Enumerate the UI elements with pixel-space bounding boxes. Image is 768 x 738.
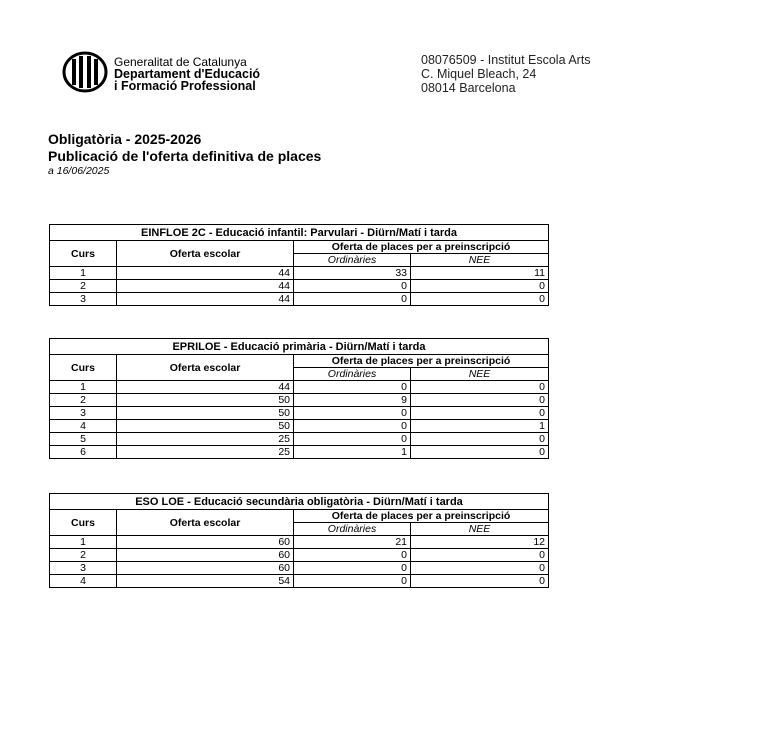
cell-nee: 0 [411, 446, 549, 459]
cell-ord: 0 [294, 562, 411, 575]
cell-ord: 0 [294, 280, 411, 293]
cell-curs: 4 [50, 575, 117, 588]
cell-curs: 6 [50, 446, 117, 459]
cell-ord: 0 [294, 420, 411, 433]
cell-curs: 5 [50, 433, 117, 446]
col-oferta: Oferta escolar [117, 241, 294, 267]
cell-curs: 4 [50, 420, 117, 433]
col-curs: Curs [50, 510, 117, 536]
cell-oferta: 25 [117, 433, 294, 446]
cell-curs: 2 [50, 394, 117, 407]
cell-curs: 1 [50, 267, 117, 280]
cell-ord: 0 [294, 575, 411, 588]
col-curs: Curs [50, 241, 117, 267]
table-row [50, 536, 549, 549]
col-nee: NEE [411, 254, 549, 267]
cell-ord: 33 [294, 267, 411, 280]
cell-ord: 0 [294, 293, 411, 306]
col-ordinaries: Ordinàries [294, 254, 411, 267]
cell-nee: 0 [411, 549, 549, 562]
table-title: ESO LOE - Educació secundària obligatòria - Diürn/Matí i tarda [50, 494, 549, 510]
doc-title: Obligatòria - 2025-2026 [48, 131, 202, 147]
cell-oferta: 54 [117, 575, 294, 588]
offer-table-primaria [49, 338, 549, 459]
cell-nee: 0 [411, 562, 549, 575]
cell-oferta: 44 [117, 293, 294, 306]
doc-subtitle: Publicació de l'oferta definitiva de places [48, 148, 322, 164]
table-row [50, 575, 549, 588]
cell-nee: 0 [411, 293, 549, 306]
cell-ord: 0 [294, 433, 411, 446]
col-group: Oferta de places per a preinscripció [294, 355, 549, 368]
table-title: EINFLOE 2C - Educació infantil: Parvulari - Diürn/Matí i tarda [50, 225, 549, 241]
cell-oferta: 60 [117, 562, 294, 575]
school-line-2: C. Miquel Bleach, 24 [421, 67, 537, 81]
table-row [50, 293, 549, 306]
col-group: Oferta de places per a preinscripció [294, 510, 549, 523]
cell-oferta: 44 [117, 381, 294, 394]
cell-curs: 2 [50, 280, 117, 293]
col-curs: Curs [50, 355, 117, 381]
cell-ord: 1 [294, 446, 411, 459]
col-nee: NEE [411, 368, 549, 381]
cell-nee: 0 [411, 575, 549, 588]
cell-oferta: 25 [117, 446, 294, 459]
cell-oferta: 44 [117, 267, 294, 280]
col-ordinaries: Ordinàries [294, 523, 411, 536]
school-line-3: 08014 Barcelona [421, 81, 516, 95]
cell-curs: 1 [50, 536, 117, 549]
generalitat-logo-icon [62, 51, 108, 93]
table-title: EPRILOE - Educació primària - Diürn/Matí i tarda [50, 339, 549, 355]
table-row [50, 420, 549, 433]
org-line-2: Departament d'Educació [114, 67, 261, 81]
org-line-1: Generalitat de Catalunya [114, 55, 247, 69]
school-line-1: 08076509 - Institut Escola Arts [421, 53, 591, 67]
cell-ord: 9 [294, 394, 411, 407]
cell-ord: 21 [294, 536, 411, 549]
cell-curs: 3 [50, 293, 117, 306]
table-row [50, 267, 549, 280]
cell-nee: 1 [411, 420, 549, 433]
cell-nee: 12 [411, 536, 549, 549]
table-row [50, 407, 549, 420]
table-row [50, 394, 549, 407]
table-row [50, 381, 549, 394]
table-row [50, 433, 549, 446]
cell-curs: 2 [50, 549, 117, 562]
doc-date: a 16/06/2025 [48, 165, 110, 177]
document-title-block [48, 131, 321, 177]
table-row [50, 549, 549, 562]
cell-curs: 3 [50, 562, 117, 575]
col-oferta: Oferta escolar [117, 510, 294, 536]
cell-ord: 0 [294, 549, 411, 562]
cell-oferta: 50 [117, 394, 294, 407]
table-row [50, 280, 549, 293]
col-ordinaries: Ordinàries [294, 368, 411, 381]
cell-oferta: 44 [117, 280, 294, 293]
cell-nee: 0 [411, 381, 549, 394]
col-oferta: Oferta escolar [117, 355, 294, 381]
org-line-3: i Formació Professional [114, 79, 256, 93]
cell-oferta: 60 [117, 549, 294, 562]
school-address [421, 53, 591, 95]
cell-nee: 0 [411, 433, 549, 446]
offer-table-eso [49, 493, 549, 588]
col-nee: NEE [411, 523, 549, 536]
cell-curs: 3 [50, 407, 117, 420]
cell-oferta: 50 [117, 407, 294, 420]
table-row [50, 446, 549, 459]
cell-ord: 0 [294, 381, 411, 394]
cell-nee: 11 [411, 267, 549, 280]
table-row [50, 562, 549, 575]
organization-name [114, 56, 260, 92]
cell-oferta: 60 [117, 536, 294, 549]
cell-nee: 0 [411, 407, 549, 420]
offer-table-infantil [49, 224, 549, 306]
cell-nee: 0 [411, 394, 549, 407]
cell-ord: 0 [294, 407, 411, 420]
cell-nee: 0 [411, 280, 549, 293]
cell-oferta: 50 [117, 420, 294, 433]
cell-curs: 1 [50, 381, 117, 394]
col-group: Oferta de places per a preinscripció [294, 241, 549, 254]
